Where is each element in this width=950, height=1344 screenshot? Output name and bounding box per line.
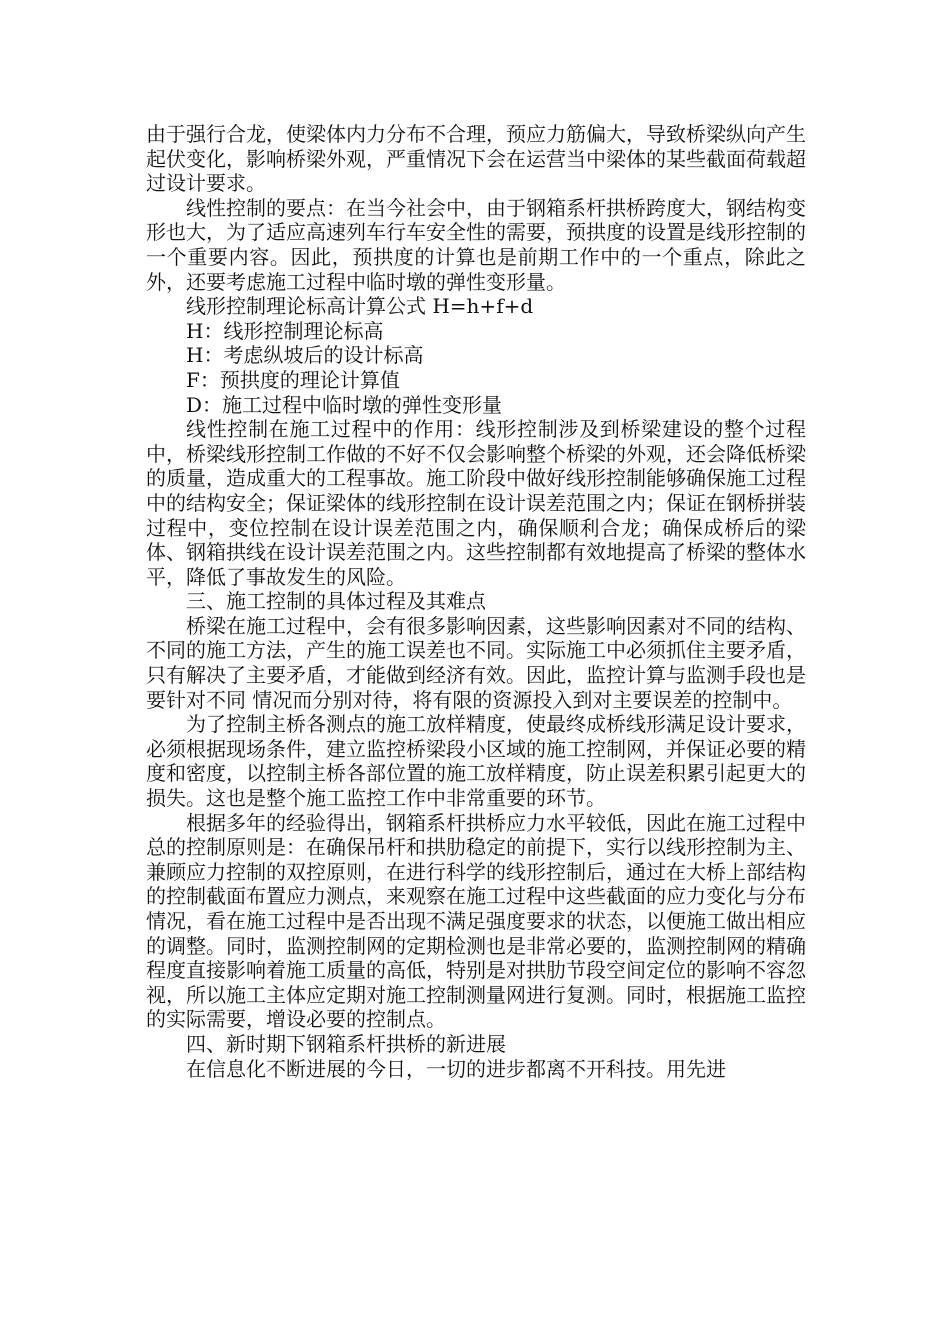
section-heading-three: 三、施工控制的具体过程及其难点 — [186, 589, 486, 614]
paragraph-control-principles: 根据多年的经验得出，钢箱系杆拱桥应力水平较低，因此在施工过程中总的控制原则是：在确保吊杆和拱肋稳定的前提下，实行以线形控制为主、兼顾应力控制的双控原则，在进行科学的线形控制后，通过在大桥上部结构的控制截面布置应力测点，来观察在施工过程中这些截面的应力变化与分布情况，看在施工过程中是否出现不满足强度要求的状态，以便施工做出相应的调整。同时，监测控制网的定期检测也是非常必要的，监测控制网的精确程度直接影响着施工质量的高低，特别是对拱肋节段空间定位的影响不容忽视，所以施工主体应定期对施工控制测量网进行复测。同时，根据施工监控的实际需要，增设必要的控制点。 — [146, 810, 806, 1032]
paragraph-control-network: 为了控制主桥各测点的施工放样精度，使最终成桥线形满足设计要求，必须根据现场条件，建立监控桥梁段小区域的施工控制网，并保证必要的精度和密度，以控制主桥各部位置的施工放样精度，防止误差积累引起更大的损失。这也是整个施工监控工作中非常重要的环节。 — [146, 712, 806, 811]
document-body — [146, 122, 806, 1081]
paragraph-new-progress: 在信息化不断进展的今日，一切的进步都离不开科技。用先进 — [186, 1056, 726, 1081]
formula-line: 线形控制理论标高计算公式 H=h+f+d — [186, 294, 534, 319]
paragraph-linear-control-role: 线性控制在施工过程中的作用：线形控制涉及到桥梁建设的整个过程中，桥梁线形控制工作做的不好不仅会影响整个桥梁的外观，还会降低桥梁的质量，造成重大的工程事故。施工阶段中做好线形控制能够确保施工过程中的结构安全；保证梁体的线形控制在设计误差范围之内；保证在钢桥拼装过程中，变位控制在设计误差范围之内，确保顺利合龙；确保成桥后的梁体、钢箱拱线在设计误差范围之内。这些控制都有效地提高了桥梁的整体水平，降低了事故发生的风险。 — [146, 417, 806, 589]
formula-definition-h-design: H：考虑纵坡后的设计标高 — [186, 343, 424, 368]
formula-definition-d: D：施工过程中临时墩的弹性变形量 — [186, 392, 503, 417]
paragraph-construction-factors: 桥梁在施工过程中，会有很多影响因素，这些影响因素对不同的结构、不同的施工方法，产生的施工误差也不同。实际施工中必须抓住主要矛盾，只有解决了主要矛盾，才能做到经济有效。因此，监控计算与监测手段也是要针对不同 情况而分别对待，将有限的资源投入到对主要误差的控制中。 — [146, 613, 806, 712]
paragraph-linear-control-key-points: 线性控制的要点：在当今社会中，由于钢箱系杆拱桥跨度大，钢结构变形也大，为了适应高速列车行车安全性的需要，预拱度的设置是线形控制的一个重要内容。因此，预拱度的计算也是前期工作中的一个重点，除此之外，还要考虑施工过程中临时墩的弹性变形量。 — [146, 195, 806, 294]
section-heading-four: 四、新时期下钢箱系杆拱桥的新进展 — [186, 1031, 506, 1056]
paragraph-continuation: 由于强行合龙，使梁体内力分布不合理，预应力筋偏大，导致桥梁纵向产生起伏变化，影响桥梁外观，严重情况下会在运营当中梁体的某些截面荷载超过设计要求。 — [146, 122, 806, 196]
formula-definition-f: F：预拱度的理论计算值 — [186, 367, 400, 392]
formula-definition-h-theory: H：线形控制理论标高 — [186, 318, 384, 343]
